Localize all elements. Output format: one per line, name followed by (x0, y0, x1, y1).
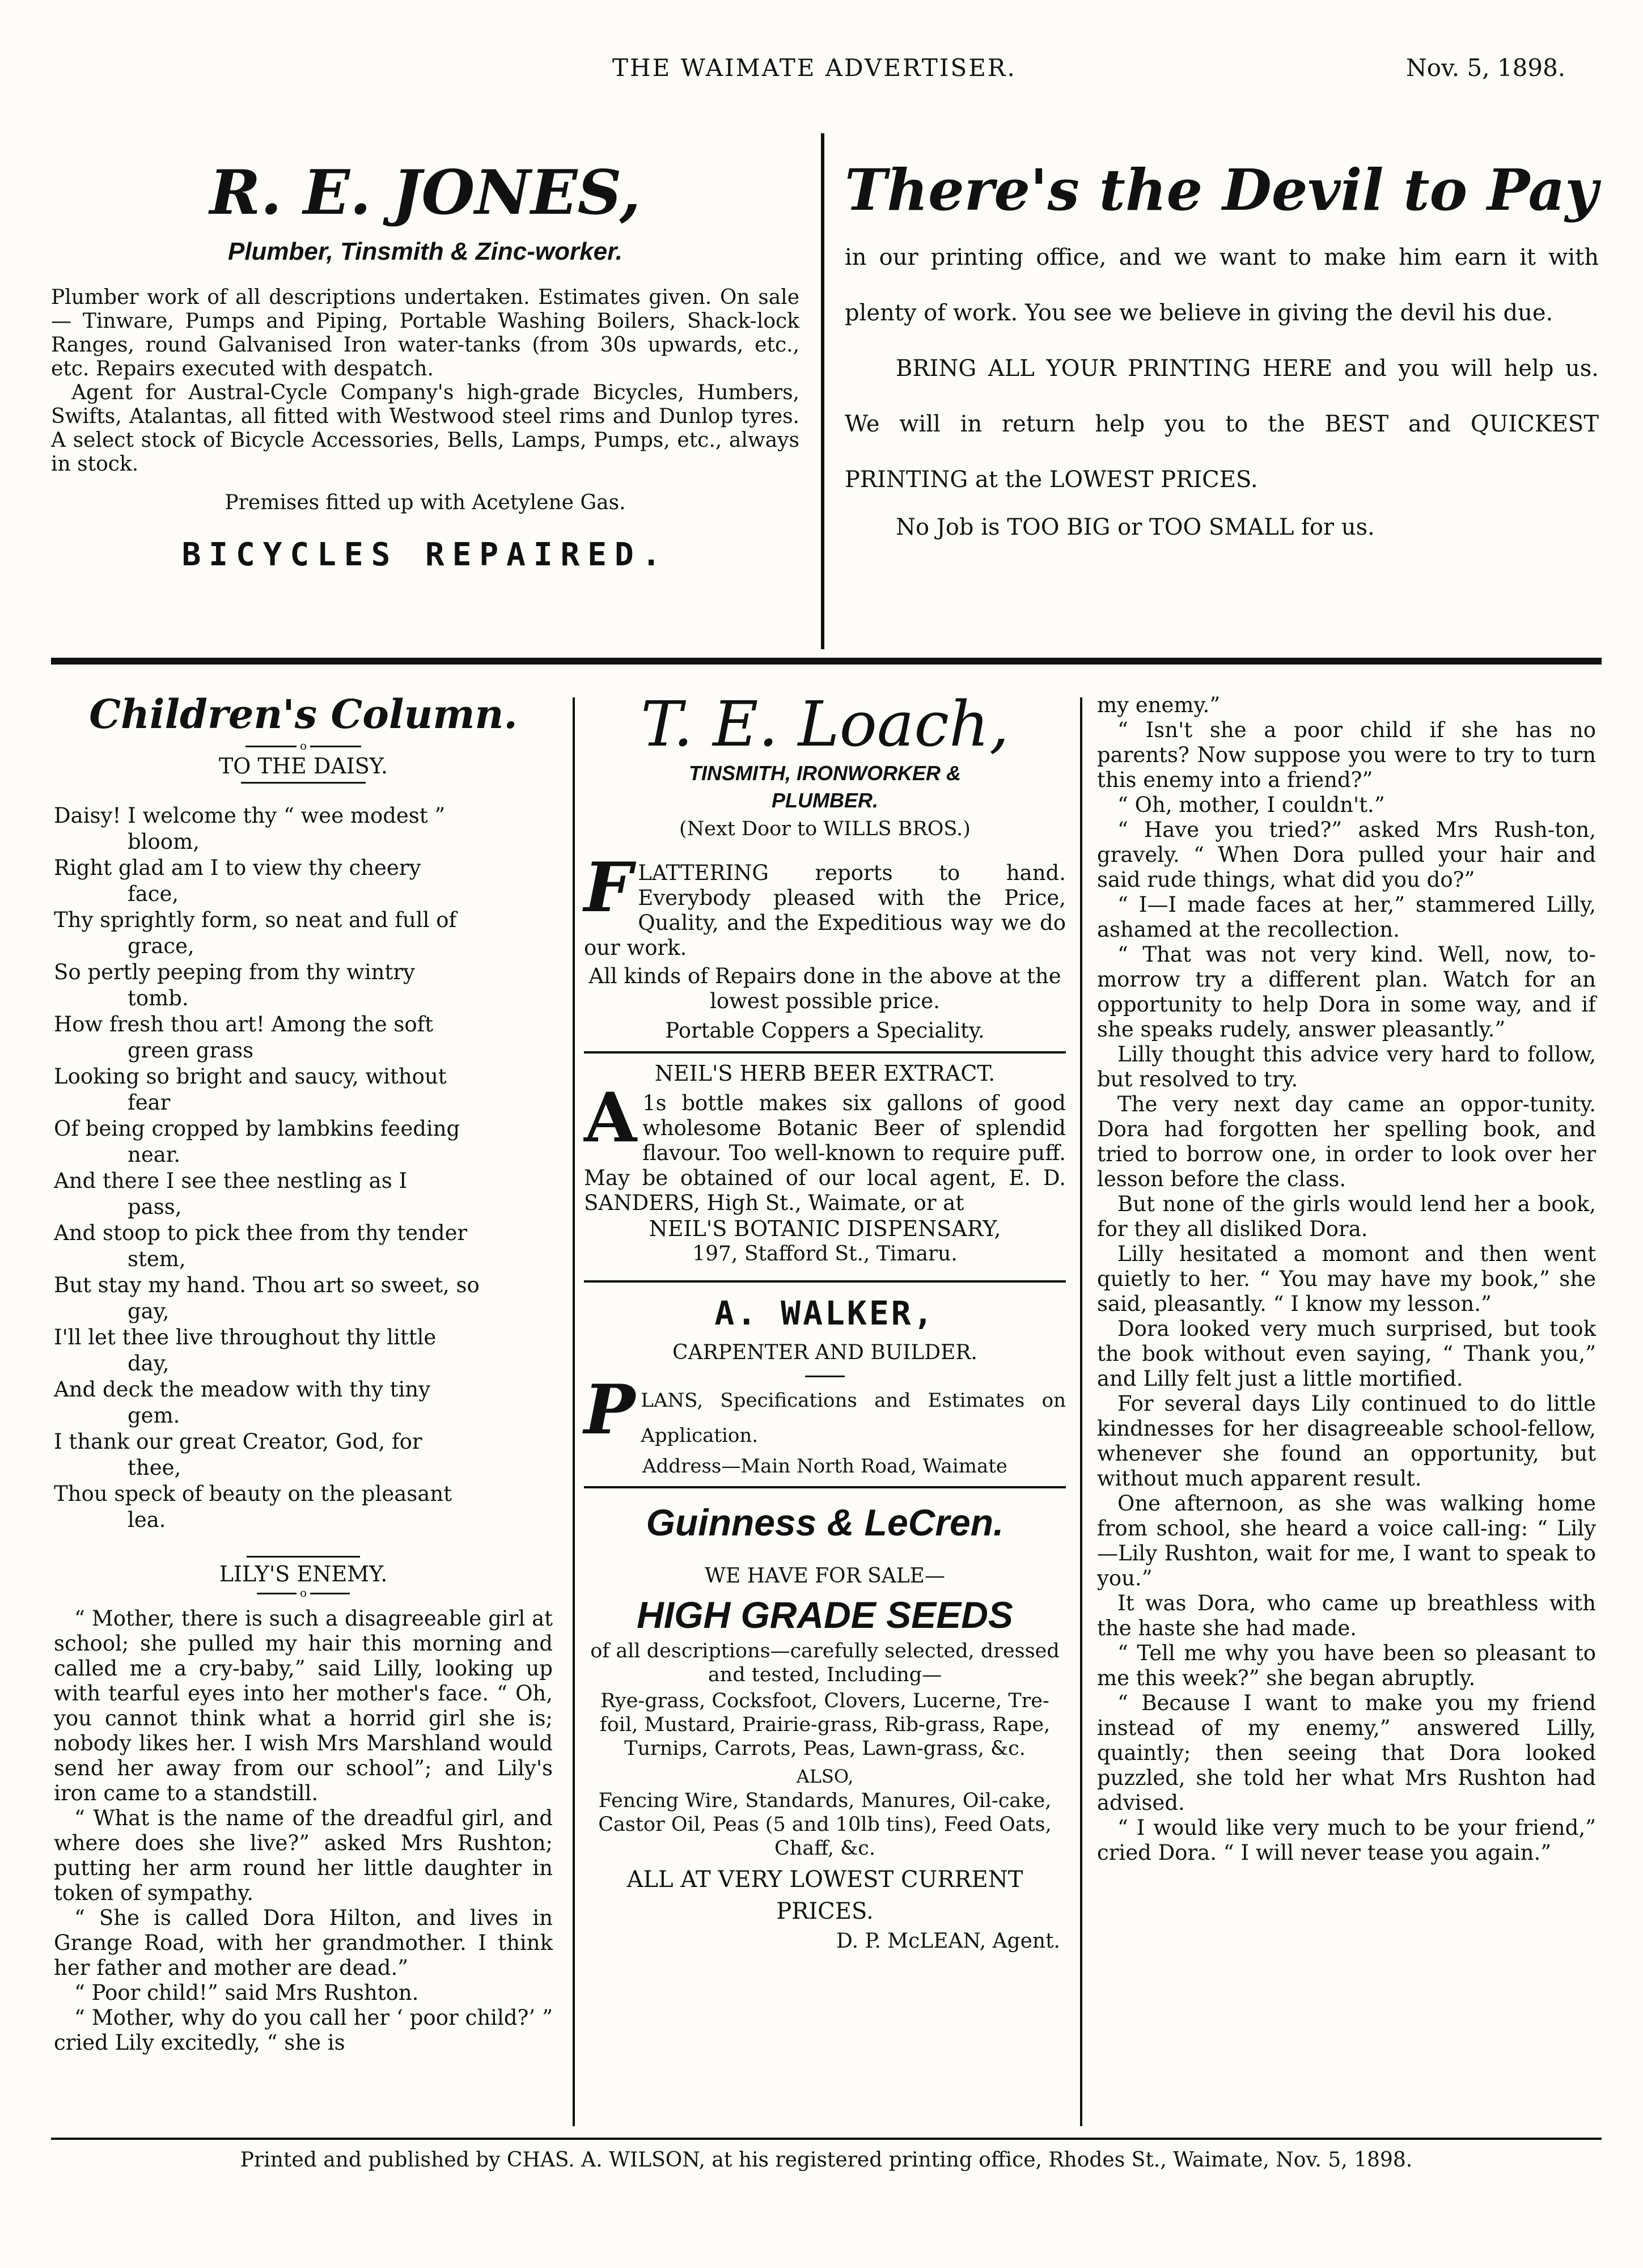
masthead-date: Nov. 5, 1898. (1406, 54, 1566, 82)
walker-para1: LANS, Specifications and Estimates on Application. (641, 1389, 1066, 1447)
guinness-list2: Fencing Wire, Standards, Manures, Oil-cake, Castor Oil, Peas (5 and 10lb tins), Feed Oats, Chaff, &c. (598, 1789, 1052, 1860)
loach-name: T. E. Loach, (641, 688, 1009, 760)
walker-address: Address—Main North Road, Waimate (642, 1455, 1007, 1478)
story-p5: “ Mother, why do you call her ‘ poor child?’ ” cried Lily excitedly, “ she is (54, 2005, 553, 2055)
loach-trade2: PLUMBER. (772, 789, 878, 812)
col3-p13: One afternoon, as she was walking home from school, she heard a voice call-ing: “ Lily—Lily Rushton, wait for me, I want to speak to you.” (1097, 1491, 1596, 1590)
poem-line-continuation: day, (128, 1351, 170, 1376)
neil-dropcap: A (584, 1078, 637, 1158)
story-p3: “ She is called Dora Hilton, and lives in Grange Road, with her grandmother. I think her father and mother are dead.” (54, 1906, 553, 1980)
poem-line: Daisy! I welcome thy “ wee modest ” (54, 803, 446, 828)
loach-location: (Next Door to WILLS BROS.) (679, 818, 971, 840)
footer-imprint: Printed and published by CHAS. A. WILSON, at his registered printing office, Rhodes St., Waimate, Nov. 5, 1898. (240, 2148, 1413, 2172)
poem-line: Of being cropped by lambkins feeding (54, 1116, 460, 1141)
loach-dropcap: F (584, 848, 633, 928)
story-title: LILY'S ENEMY. (219, 1562, 388, 1586)
poem-line: I thank our great Creator, God, for (54, 1429, 422, 1454)
col3-p12: For several days Lily continued to do little kindnesses for her disagreeable school-fellow, whenever she found an opportunity, but without much apparent result. (1097, 1391, 1596, 1491)
poem-line-continuation: bloom, (128, 830, 200, 854)
walker-dropcap: P (584, 1370, 636, 1450)
children-column (54, 689, 553, 2055)
col3-p10: Lilly hesitated a momont and then went quietly to her. “ You may have my book,” she said, pleasantly. “ I know my lesson.” (1097, 1242, 1596, 1316)
col3-p6: “ That was not very kind. Well, now, to-morrow try a different plan. Watch for an opportunity to help Dora in some way, and if she speaks rudely, answer pleasantly.” (1097, 942, 1596, 1042)
guinness-agent: D. P. McLEAN, Agent. (836, 1930, 1060, 1953)
poem-line: Right glad am I to view thy cheery (54, 856, 421, 880)
neil-heading: NEIL'S HERB BEER EXTRACT. (654, 1061, 996, 1086)
walker-trade: CARPENTER AND BUILDER. (672, 1341, 977, 1364)
guinness-sale: WE HAVE FOR SALE— (705, 1564, 945, 1588)
top-column-rule (821, 133, 824, 649)
story-p4: “ Poor child!” said Mrs Rushton. (74, 1981, 419, 2005)
col3-p17: “ I would like very much to be your friend,” cried Dora. “ I will never tease you again.” (1097, 1816, 1596, 1865)
guinness-list: Rye-grass, Cocksfoot, Clovers, Lucerne, Tre-foil, Mustard, Prairie-grass, Rib-grass, Rape, Turnips, Carrots, Peas, Lawn-grass, &c. (599, 1690, 1051, 1760)
column-rule-1 (573, 697, 575, 2126)
poem-line: Thou speck of beauty on the pleasant (54, 1482, 452, 1506)
poem-line: I'll let thee live throughout thy little (54, 1325, 437, 1349)
poem-line-continuation: fear (128, 1090, 171, 1115)
col3-p15: “ Tell me why you have been so pleasant to me this week?” she began abruptly. (1097, 1641, 1596, 1690)
story-ornament: o (299, 1586, 307, 1600)
col3-p4: “ Have you tried?” asked Mrs Rush-ton, gravely. “ When Dora pulled your hair and said rude things, what did you do?” (1097, 818, 1596, 892)
col3-p9: But none of the girls would lend her a book, for they all disliked Dora. (1097, 1192, 1596, 1241)
guinness-also: ALSO, (796, 1766, 854, 1787)
col3-p7: Lilly thought this advice very hard to follow, but resolved to try. (1097, 1042, 1596, 1091)
story-p1: “ Mother, there is such a disagreeable girl at school; she pulled my hair this morning and called me a cry-baby,” said Lilly, looking up with tearful eyes into her mother's face. “ Oh, you cannot think what a horrid girl she is; nobody likes her. I wish Mrs Marshland would send her away from our school”; and Lily's iron came to a standstill. (54, 1606, 553, 1805)
loach-trade1: TINSMITH, IRONWORKER & (689, 761, 961, 785)
story-continued-column (1097, 693, 1596, 1865)
jones-repaired: BICYCLES REPAIRED. (181, 536, 669, 573)
poem-line-continuation: tomb. (128, 986, 189, 1010)
poem-line: But stay my hand. Thou art so sweet, so (54, 1273, 480, 1297)
loach-para2: All kinds of Repairs done in the above at the lowest possible price. (588, 964, 1061, 1013)
guinness-name: Guinness & LeCren. (646, 1501, 1004, 1543)
poem-line: So pertly peeping from thy wintry (54, 960, 415, 984)
ads-column (584, 689, 1066, 1956)
loach-para1: LATTERING reports to hand. Everybody pleased with the Price, Quality, and the Expeditious way we do our work. (584, 861, 1066, 960)
poem-line: Looking so bright and saucy, without (54, 1064, 447, 1089)
footer-rule (51, 2138, 1602, 2140)
jones-premises: Premises fitted up with Acetylene Gas. (225, 491, 626, 514)
neil-dispensary: NEIL'S BOTANIC DISPENSARY, (649, 1216, 1001, 1241)
poem-line-continuation: thee, (128, 1455, 181, 1480)
column-rule-2 (1080, 697, 1082, 2126)
poem-line-continuation: gem. (128, 1403, 180, 1428)
children-ornament: o (299, 739, 307, 752)
poem-line: Thy sprightly form, so neat and full of (54, 908, 457, 932)
poem-line-continuation: pass, (128, 1195, 182, 1219)
jones-ad (51, 159, 799, 575)
children-heading: Children's Column. (89, 691, 518, 738)
section-rule (51, 658, 1602, 665)
devil-para2: BRING ALL YOUR PRINTING HERE and you will help us. We will in return help you to the BEST and QUICKEST PRINTING at the LOWEST PRICES. (845, 356, 1599, 493)
poem-line: And stoop to pick thee from thy tender (54, 1221, 468, 1245)
loach-para3: Portable Coppers a Speciality. (665, 1018, 985, 1043)
poem-title: TO THE DAISY. (218, 754, 388, 778)
col3-p1: my enemy.” (1097, 693, 1221, 717)
neil-address: 197, Stafford St., Timaru. (692, 1242, 958, 1266)
poem-line: How fresh thou art! Among the soft (54, 1012, 434, 1036)
col3-p11: Dora looked very much surprised, but took the book without even saying, “ Thank you,” and Lilly felt just a little mortified. (1097, 1317, 1596, 1391)
col3-p8: The very next day came an oppor-tunity. Dora had forgotten her spelling book, and tried to borrow one, in order to look over her lesson before the class. (1097, 1092, 1596, 1191)
poem-line-continuation: grace, (128, 934, 194, 958)
col3-p3: “ Oh, mother, I couldn't.” (1117, 793, 1385, 817)
jones-para2: Agent for Austral-Cycle Company's high-grade Bicycles, Humbers, Swifts, Atalantas, all fitted with Westwood steel rims and Dunlop tyres. A select stock of Bicycle Accessories, Bells, Lamps, Pumps, etc., always in stock. (51, 381, 799, 476)
jones-para1: Plumber work of all descriptions undertaken. Estimates given. On sale— Tinware, Pumps and Piping, Portable Washing Boilers, Shack-lock Ranges, round Galvanised Iron water-tanks (from 30s upwards, etc., etc. Repairs executed with despatch. (51, 286, 799, 380)
poem-line-continuation: gay, (128, 1299, 170, 1323)
guinness-prices: ALL AT VERY LOWEST CURRENT PRICES. (626, 1867, 1023, 1924)
col3-p2: “ Isn't she a poor child if she has no parents? Now suppose you were to try to turn this enemy into a friend?” (1097, 718, 1596, 792)
guinness-desc: of all descriptions—carefully selected, dressed and tested, Including— (590, 1640, 1060, 1686)
col3-p5: “ I—I made faces at her,” stammered Lilly, ashamed at the recollection. (1097, 892, 1596, 942)
col3-p16: “ Because I want to make you my friend instead of my enemy,” answered Lilly, quaintly; then seeing that Dora looked puzzled, she told her what Mrs Rushton had advised. (1097, 1691, 1596, 1815)
poem-line: And deck the meadow with thy tiny (54, 1377, 431, 1402)
jones-trade: Plumber, Tinsmith & Zinc-worker. (227, 238, 623, 265)
devil-ad (845, 156, 1599, 547)
masthead-title: THE WAIMATE ADVERTISER. (612, 54, 1017, 82)
poem-line-continuation: lea. (128, 1508, 166, 1532)
story-p2: “ What is the name of the dreadful girl, and where does she live?” asked Mrs Rushton; putting her arm round her little daughter in token of sympathy. (54, 1806, 553, 1905)
devil-para3: No Job is TOO BIG or TOO SMALL for us. (896, 514, 1375, 540)
poem-line: And there I see thee nestling as I (54, 1169, 408, 1193)
poem-line-continuation: face, (128, 882, 179, 906)
devil-headline: There's the Devil to Pay (845, 156, 1598, 223)
devil-para1: in our printing office, and we want to make him earn it with plenty of work. You see we believe in giving the devil his due. (845, 244, 1599, 326)
poem-line-continuation: near. (128, 1143, 181, 1167)
col3-p14: It was Dora, who came up breathless with the haste she had made. (1097, 1591, 1596, 1640)
neil-para1: 1s bottle makes six gallons of good wholesome Botanic Beer of splendid flavour. Too well-known to require puff. May be obtained of our local agent, E. D. SANDERS, High St., Waimate, or at (584, 1091, 1066, 1215)
jones-name: R. E. JONES, (209, 157, 641, 229)
poem-line-continuation: green grass (128, 1038, 254, 1063)
poem (54, 803, 553, 1533)
poem-line-continuation: stem, (128, 1247, 186, 1271)
walker-name: A. WALKER, (714, 1294, 935, 1332)
guinness-seeds: HIGH GRADE SEEDS (637, 1594, 1013, 1636)
